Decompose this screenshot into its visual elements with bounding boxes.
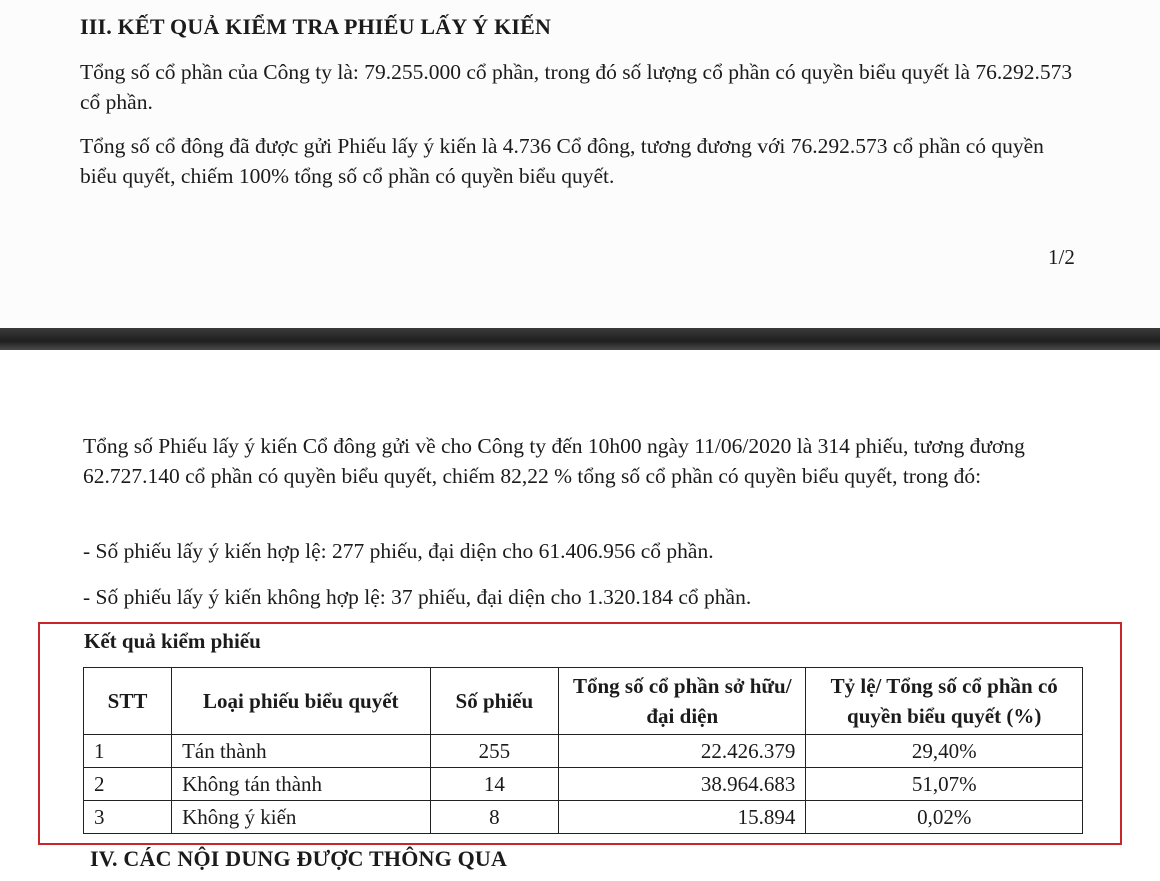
cell-vote-type: Không ý kiến bbox=[172, 801, 430, 834]
valid-ballots-line: - Số phiếu lấy ý kiến hợp lệ: 277 phiếu, đại diện cho 61.406.956 cổ phần. bbox=[83, 539, 714, 563]
table-header-row bbox=[84, 668, 1083, 735]
section-heading-iii: III. KẾT QUẢ KIỂM TRA PHIẾU LẤY Ý KIẾN bbox=[80, 14, 552, 39]
cell-ratio: 29,40% bbox=[806, 735, 1083, 768]
total-shares-paragraph: Tổng số cổ phần của Công ty là: 79.255.000 cổ phần, trong đó số lượng cổ phần có quyền biểu quyết là 76.292.573 cổ phần. bbox=[80, 60, 1073, 114]
cell-stt: 1 bbox=[84, 735, 172, 768]
cell-stt: 3 bbox=[84, 801, 172, 834]
shareholders-sent-paragraph: Tổng số cổ đông đã được gửi Phiếu lấy ý kiến là 4.736 Cổ đông, tương đương với 76.292.573 cổ phần có quyền biểu quyết, chiếm 100% tổng số cổ phần có quyền biểu quyết. bbox=[80, 134, 1044, 188]
invalid-ballots-line: - Số phiếu lấy ý kiến không hợp lệ: 37 phiếu, đại diện cho 1.320.184 cổ phần. bbox=[83, 585, 752, 609]
cell-vote-type: Không tán thành bbox=[172, 768, 430, 801]
cell-ballot-count: 14 bbox=[430, 768, 559, 801]
table-row bbox=[84, 801, 1083, 834]
cell-total-shares: 38.964.683 bbox=[559, 768, 806, 801]
header-ballot-count: Số phiếu bbox=[430, 668, 559, 735]
table-title: Kết quả kiểm phiếu bbox=[84, 629, 261, 653]
cell-ballot-count: 8 bbox=[430, 801, 559, 834]
cell-total-shares: 15.894 bbox=[559, 801, 806, 834]
cell-ratio: 51,07% bbox=[806, 768, 1083, 801]
cell-ratio: 0,02% bbox=[806, 801, 1083, 834]
table-row bbox=[84, 768, 1083, 801]
page-number: 1/2 bbox=[1048, 245, 1075, 269]
header-total-shares: Tổng số cổ phần sở hữu/ đại diện bbox=[559, 668, 806, 735]
section-heading-iv: IV. CÁC NỘI DUNG ĐƯỢC THÔNG QUA bbox=[90, 846, 508, 871]
cell-vote-type: Tán thành bbox=[172, 735, 430, 768]
header-ratio: Tỷ lệ/ Tổng số cổ phần có quyền biểu quyết (%) bbox=[806, 668, 1083, 735]
header-stt: STT bbox=[84, 668, 172, 735]
cell-total-shares: 22.426.379 bbox=[559, 735, 806, 768]
table-row bbox=[84, 735, 1083, 768]
vote-results-table bbox=[83, 667, 1083, 834]
ballots-returned-paragraph: Tổng số Phiếu lấy ý kiến Cổ đông gửi về cho Công ty đến 10h00 ngày 11/06/2020 là 314 phiếu, tương đương 62.727.140 cổ phần có quyền biểu quyết, chiếm 82,22 % tổng số cổ phần có quyền biểu quyết, trong đó: bbox=[83, 434, 1025, 488]
header-vote-type: Loại phiếu biểu quyết bbox=[172, 668, 430, 735]
cell-stt: 2 bbox=[84, 768, 172, 801]
page-separator bbox=[0, 328, 1160, 350]
cell-ballot-count: 255 bbox=[430, 735, 559, 768]
